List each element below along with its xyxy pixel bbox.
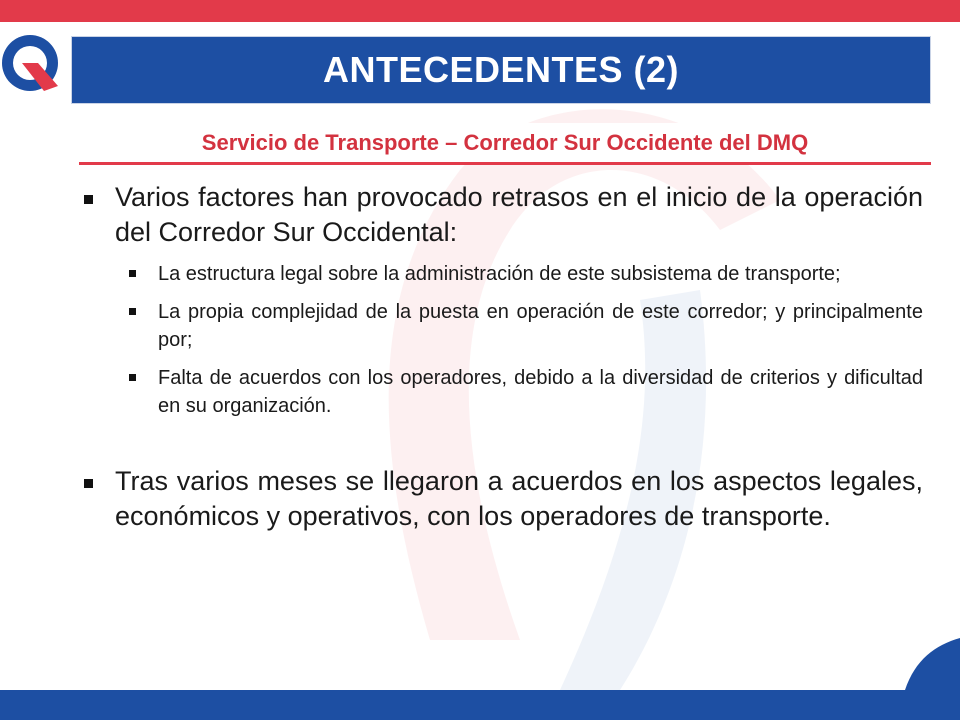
sub-bullet-item-1 xyxy=(78,260,923,288)
sub-bullet-text-3: Falta de acuerdos con los operadores, debido a la diversidad de criterios y dificultad en su organización. xyxy=(158,367,923,417)
bullet-text-2: Tras varios meses se llegaron a acuerdos en los aspectos legales, económicos y operativos, con los operadores de transporte. xyxy=(115,466,923,531)
bottom-blue-bar xyxy=(0,690,960,720)
top-red-bar xyxy=(0,0,960,22)
sub-bullet-item-2 xyxy=(78,298,923,354)
bullet-item-2 xyxy=(78,464,923,534)
square-bullet-icon xyxy=(129,374,136,381)
square-bullet-icon xyxy=(129,308,136,315)
title-banner xyxy=(71,36,931,104)
sub-bullet-text-2: La propia complejidad de la puesta en operación de este corredor; y principalmente por; xyxy=(158,301,923,351)
bullet-item-1 xyxy=(78,180,923,250)
circular-q-logo xyxy=(0,28,66,98)
sub-bullet-item-3 xyxy=(78,364,923,420)
bullet-list xyxy=(78,180,923,534)
bullet-text-1: Varios factores han provocado retrasos en el inicio de la operación del Corredor Sur Occidental: xyxy=(115,182,923,247)
square-bullet-icon xyxy=(84,479,93,488)
square-bullet-icon xyxy=(84,195,93,204)
subtitle-banner xyxy=(79,123,931,165)
page-subtitle: Servicio de Transporte – Corredor Sur Occidente del DMQ xyxy=(201,129,809,155)
slide-content xyxy=(78,180,923,534)
square-bullet-icon xyxy=(129,270,136,277)
page-title: ANTECEDENTES (2) xyxy=(322,49,680,90)
sub-bullet-text-1: La estructura legal sobre la administración de este subsistema de transporte; xyxy=(158,263,841,285)
sub-bullet-group xyxy=(78,260,923,420)
